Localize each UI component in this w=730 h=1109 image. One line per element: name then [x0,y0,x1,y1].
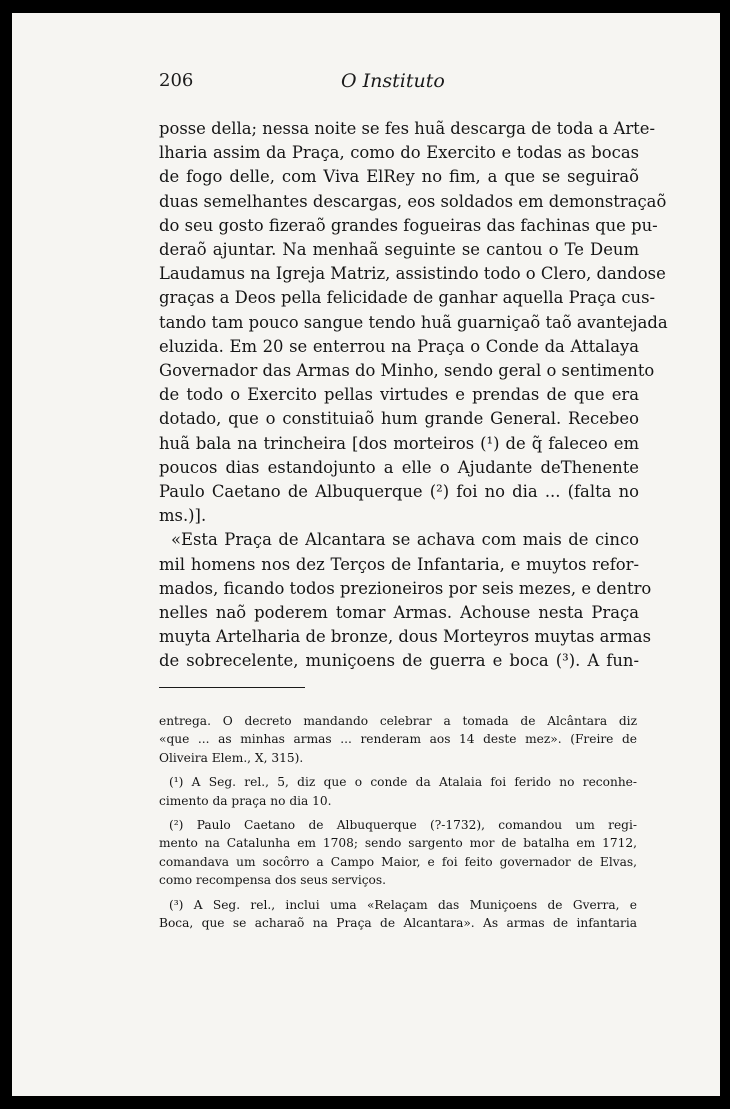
text-line: eluzida. Em 20 se enterrou na Praça o Conde da Attalaya [159,336,639,356]
text-line: dotado, que o constituiaõ hum grande General. Recebeo [159,409,639,429]
footnote-line: Oliveira Elem., X, 315). [159,750,304,765]
footnote-line: comandava um socôrro a Campo Maior, e foi feito governador de Elvas, [159,854,637,869]
text-line: poucos dias estandojunto a elle o Ajudante deThenente [159,457,639,477]
text-line: mil homens nos dez Terços de Infantaria, e muytos refor- [159,554,639,574]
text-line: de sobrecelente, muniçoens de guerra e boca (³). A fun- [159,651,639,671]
main-text [159,117,668,674]
page-number: 206 [159,70,194,91]
text-line: do seu gosto fizeraõ grandes fogueiras das fachinas que pu- [159,215,658,235]
footnotes [159,712,637,938]
text-line: graças a Deos pella felicidade de ganhar aquella Praça cus- [159,288,656,308]
footnote-3 [159,896,637,933]
footnote-1 [159,773,637,810]
footnote-line: mento na Catalunha em 1708; sendo sargento mor de batalha em 1712, [159,836,637,851]
text-line: lharia assim da Praça, como do Exercito e todas as bocas [159,143,639,163]
footnote-line: entrega. O decreto mandando celebrar a tomada de Alcântara diz [159,714,637,728]
text-line: Laudamus na Igreja Matriz, assistindo todo o Clero, dandose [159,264,666,284]
text-line: Governador das Armas do Minho, sendo geral o sentimento [159,361,655,381]
text-line: ms.)]. [159,506,207,526]
text-line: posse della; nessa noite se fes huã descarga de toda a Arte- [159,119,655,138]
footnote-line: (¹) A Seg. rel., 5, diz que o conde da Atalaia foi ferido no reconhe- [169,775,637,790]
text-line: «Esta Praça de Alcantara se achava com mais de cinco [171,530,639,550]
footnote-line: «que ... as minhas armas ... renderam aos 14 deste mez». (Freire de [159,732,637,747]
footnote-continuation [159,712,637,767]
text-line: duas semelhantes descargas, eos soldados em demonstraçaõ [159,191,667,211]
footnote-line: (²) Paulo Caetano de Albuquerque (?-1732), comandou um regi- [169,818,637,833]
text-line: deraõ ajuntar. Na menhaã seguinte se cantou o Te Deum [159,240,639,260]
footnote-line: cimento da praça no dia 10. [159,793,332,808]
text-line: de fogo delle, com Viva ElRey no fim, a que se seguiraõ [159,167,639,187]
text-line: nelles naõ poderem tomar Armas. Achouse nesta Praça [159,603,639,623]
footnote-line: como recompensa dos seus serviços. [159,873,387,888]
text-line: muyta Artelharia de bronze, dous Morteyros muytas armas [159,627,651,647]
text-line: mados, ficando todos prezioneiros por seis mezes, e dentro [159,578,652,598]
text-line: tando tam pouco sangue tendo huã guarniçaõ taõ avantejada [159,312,668,332]
footnote-rule [159,687,305,688]
running-title: O Instituto [341,70,445,92]
footnote-2 [159,816,637,890]
page-header [159,70,639,98]
text-line: Paulo Caetano de Albuquerque (²) foi no dia ... (falta no [159,482,639,502]
scanned-page [12,13,720,1096]
footnote-line: (³) A Seg. rel., inclui uma «Relaçam das Muniçoens de Gverra, e [169,897,637,912]
text-line: de todo o Exercito pellas virtudes e prendas de que era [159,385,639,405]
text-line: huã bala na trincheira [dos morteiros (¹) de q̃ faleceo em [159,433,639,453]
footnote-line: Boca, que se acharaõ na Praça de Alcantara». As armas de infantaria [159,916,637,931]
